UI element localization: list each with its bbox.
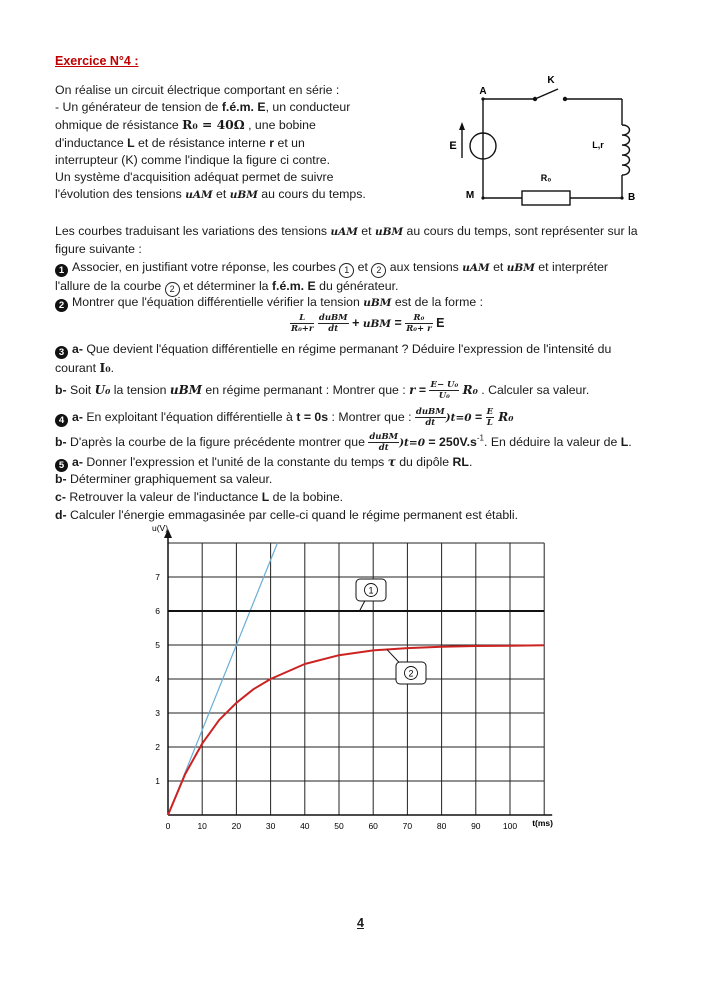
voltage-chart <box>130 523 570 837</box>
question-5b: b- Déterminer graphiquement sa valeur. <box>55 472 273 486</box>
label-e: E <box>449 140 457 152</box>
y-tick-label: 7 <box>155 572 160 582</box>
differential-equation: $\frac{L}{\text{R₀+r}}$ $\frac{\text{duBM}}{dt}$ + uBM = $\frac{\text{R₀}}{\text{R₀+ r}}$ E <box>291 313 445 334</box>
x-tick-label: 100 <box>502 821 518 831</box>
label-b: B <box>628 192 636 203</box>
question-1: 1 Associer, en justifiant votre réponse, les courbes 1 et 2 aux tensions uAM et uBM et interpréter l'allure de la courbe 2 et déterminer la f.é.m. E du générateur. <box>55 259 665 297</box>
x-tick-label: 10 <box>197 821 207 831</box>
x-tick-label: 40 <box>300 821 310 831</box>
circuit-diagram <box>440 70 660 210</box>
paragraph-intro: Les courbes traduisant les variations des tensions uAM et uBM au cours du temps, sont représenter sur la figure suivante : <box>55 224 638 256</box>
exercise-title: Exercice N°4 : <box>55 54 139 68</box>
question-3b: b- Soit U₀ la tension uBM en régime permanant : Montrer que : r = $\frac{\text{E− U₀}}{\text{U₀}}$ R₀ . Calculer sa valeur. <box>55 380 590 401</box>
x-tick-label: 20 <box>231 821 242 831</box>
label-k: K <box>547 75 555 86</box>
curve-2-line <box>168 645 544 815</box>
y-tick-label: 2 <box>155 742 160 752</box>
x-tick-label: 70 <box>402 821 413 831</box>
page-number: 4 <box>357 916 364 930</box>
label-a: A <box>479 86 487 97</box>
question-4a: 4 a- En exploitant l'équation différentielle à t = 0s : Montrer que : $\frac{\text{duBM}}{dt}$ )t=0 = $\frac{E}{L}$ R₀ <box>55 407 513 428</box>
question-5d: d- Calculer l'énergie emmagasinée par celle-ci quand le régime permanent est établi. <box>55 508 519 522</box>
x-axis-label: t(ms) <box>532 818 553 828</box>
y-axis-label: u(V) <box>152 523 169 533</box>
label-m: M <box>465 190 475 201</box>
y-tick-label: 4 <box>155 674 160 684</box>
y-tick-label: 6 <box>155 606 160 616</box>
curve-2-callout-label: 2 <box>408 668 414 679</box>
y-tick-label: 5 <box>155 640 160 650</box>
x-tick-label: 60 <box>368 821 378 831</box>
label-lr: L,r <box>592 140 604 150</box>
question-3a: 3 a- Que devient l'équation différentielle en régime permanant ? Déduire l'expression de l'intensité du courant I₀. <box>55 342 612 375</box>
y-tick-label: 3 <box>155 708 160 718</box>
intro-text: On réalise un circuit électrique comportant en série : - Un générateur de tension de f.é.m. E, un conducteur ohmique de résistance R₀ = 40Ω , une bobine d'inductance L et de résistance interne r et un interrupteur (K) comme l'indique la figure ci contre. Un système d'acquisition adéquat permet de suivre l'évolution des tensions uAM et uBM au cours du temps. <box>55 83 366 202</box>
label-r0: R₀ <box>540 173 552 183</box>
question-5c: c- Retrouver la valeur de l'inductance L de la bobine. <box>55 490 344 504</box>
x-tick-label: 90 <box>471 821 481 831</box>
curve-1-callout-label: 1 <box>368 585 374 596</box>
question-2: 2 Montrer que l'équation différentielle vérifier la tension uBM est de la forme : <box>55 295 483 312</box>
question-4b: b- D'après la courbe de la figure précédente montrer que $\frac{\text{duBM}}{dt}$ )$t=0 = 250V.s^{-1}$. En déduire la valeur de L. <box>55 432 632 453</box>
x-tick-label: 80 <box>436 821 447 831</box>
x-tick-label: 0 <box>165 821 171 831</box>
y-tick-label: 1 <box>155 776 160 786</box>
x-tick-label: 50 <box>334 821 344 831</box>
question-5a: 5 a- Donner l'expression et l'unité de la constante du temps τ du dipôle RL. <box>55 455 472 472</box>
x-tick-label: 30 <box>265 821 276 831</box>
